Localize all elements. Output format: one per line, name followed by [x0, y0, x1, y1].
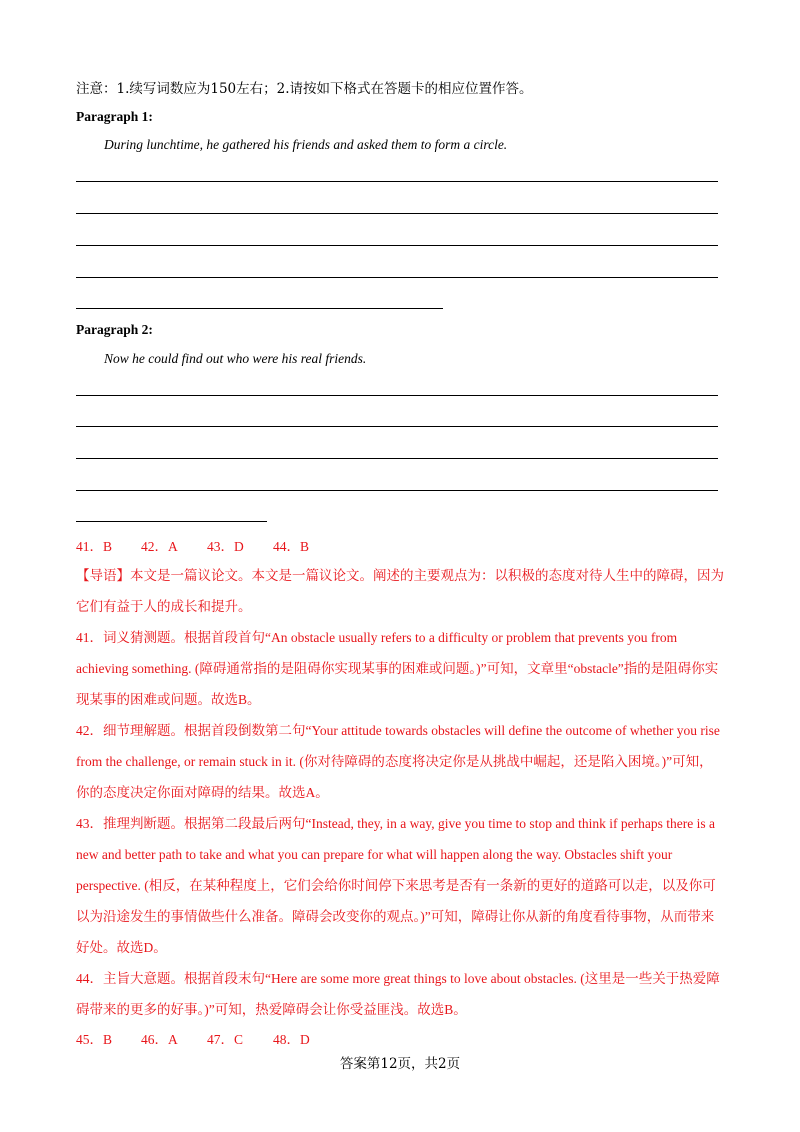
explanation-44: 44．主旨大意题。根据首段末句“Here are some more great things to love about obstacles. (这里是一些关于热爱障碍带来的更多的好事。)”可知，热爱障碍会让你受益匪浅。故选B。 — [76, 971, 720, 1017]
answer-48: 48．D — [273, 1032, 310, 1047]
paragraph2-title: Paragraph 2: — [76, 322, 153, 337]
answer-41: 41．B — [76, 539, 113, 554]
writing-line — [76, 213, 718, 214]
paragraph2-start-sentence: Now he could find out who were his real friends. — [104, 351, 367, 366]
writing-line — [76, 245, 718, 246]
paragraph1-title: Paragraph 1: — [76, 109, 153, 124]
writing-line — [76, 277, 718, 278]
writing-line — [76, 181, 718, 182]
answer-46: 46．A — [141, 1032, 178, 1047]
writing-line — [76, 521, 267, 522]
answer-47: 47．C — [207, 1032, 244, 1047]
writing-line — [76, 426, 718, 427]
answer-44: 44．B — [273, 539, 310, 554]
writing-line — [76, 308, 443, 309]
answer-42: 42．A — [141, 539, 178, 554]
instruction-note: 注意：1.续写词数应为150左右；2.请按如下格式在答题卡的相应位置作答。 — [76, 81, 533, 97]
page-footer: 答案第12页，共2页 — [339, 1056, 461, 1072]
guide-text: 【导语】本文是一篇议论文。本文是一篇议论文。阐述的主要观点为：以积极的态度对待人生中的障碍，因为它们有益于人的成长和提升。 — [76, 568, 724, 614]
paragraph1-start-sentence: During lunchtime, he gathered his friends and asked them to form a circle. — [104, 137, 508, 152]
answer-43: 43．D — [207, 539, 244, 554]
explanation-43: 43．推理判断题。根据第二段最后两句“Instead, they, in a way, give you time to stop and think if perhaps there is a new and better path to take and what you can prepare for what will happen along the way. Obstacles shift your perspective. (相反，在某种程度上，它们会给你时间停下来思考是否有一条新的更好的道路可以走，以及你可以为沿途发生的事情做些什么准备。障碍会改变你的观点。)”可知，障碍让你从新的角度看待事物，从而带来好处。故选D。 — [76, 816, 716, 955]
explanation-42: 42．细节理解题。根据首段倒数第二句“Your attitude towards obstacles will define the outcome of whether you rise from the challenge, or remain stuck in it. (你对待障碍的态度将决定你是从挑战中崛起，还是陷入困境。)”可知，你的态度决定你面对障碍的结果。故选A。 — [76, 723, 720, 800]
writing-line — [76, 458, 718, 459]
writing-line — [76, 395, 718, 396]
writing-line — [76, 490, 718, 491]
explanation-41: 41．词义猜测题。根据首段首句“An obstacle usually refers to a difficulty or problem that prevents you from achieving something. (障碍通常指的是阻碍你实现某事的困难或问题。)”可知，文章里“obstacle”指的是阻碍你实现某事的困难或问题。故选B。 — [76, 630, 719, 707]
answer-45: 45．B — [76, 1032, 113, 1047]
